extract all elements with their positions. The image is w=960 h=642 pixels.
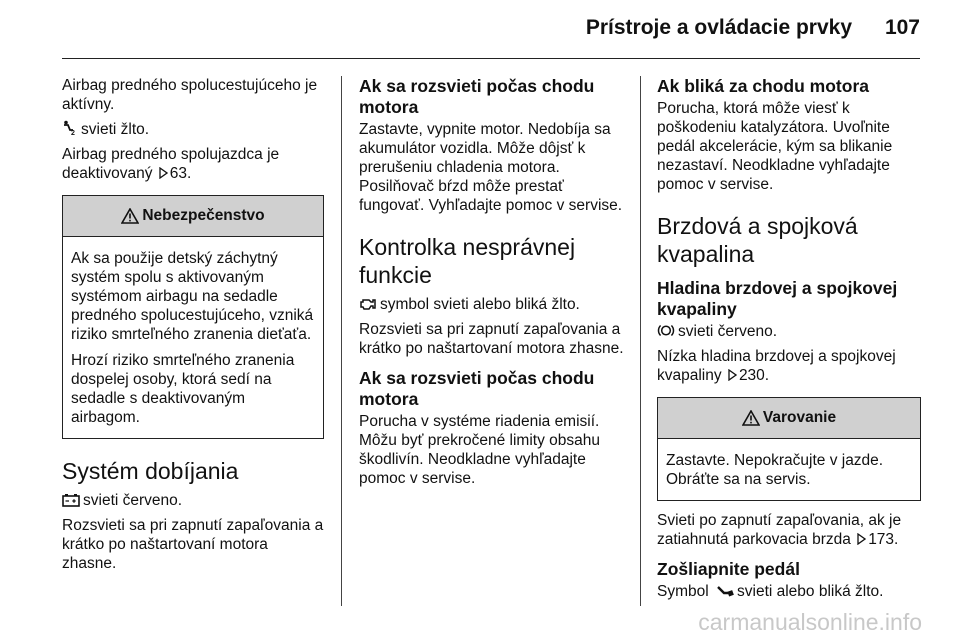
header-title: Prístroje a ovládacie prvky <box>585 16 852 39</box>
column-divider <box>341 76 342 606</box>
header-rule <box>62 58 920 59</box>
page-reference-icon <box>728 369 737 381</box>
column-3 <box>657 76 921 607</box>
paragraph: Airbag predného spolujazdca je deaktivovaný 63. <box>62 146 280 182</box>
paragraph: Rozsvieti sa pri zapnutí zapaľovania a krátko po naštartovaní motora zhasne. <box>62 517 324 572</box>
subsection-heading: Hladina brzdovej a spojkovej kvapaliny <box>657 278 898 319</box>
warning-box-title: Varovanie <box>762 409 837 426</box>
paragraph-text: svieti žlto. <box>81 121 150 138</box>
paragraph: Svieti po zapnutí zapaľovania, ak je zatiahnutá parkovacia brzda 173. <box>657 512 902 548</box>
paragraph: Nízka hladina brzdovej a spojkovej kvapaliny 230. <box>657 348 896 384</box>
danger-box-title: Nebezpečenstvo <box>142 207 265 224</box>
paragraph: Porucha, ktorá môže viesť k poškodeniu katalyzátora. Uvoľnite pedál akcelerácie, kým sa blikanie nezastaví. Neodkladne vyhľadajte pomoc v servise. <box>657 100 893 193</box>
section-heading: Systém dobíjania <box>62 458 239 484</box>
warning-box-body <box>658 439 920 500</box>
subsection-heading: Ak bliká za chodu motora <box>657 76 869 96</box>
danger-box <box>62 195 324 439</box>
paragraph: Ak sa použije detský záchytný systém spolu s aktivovaným systémom airbagu na sedadle predného spolucestujúceho, vzniká riziko smrteľného zranenia dieťaťa. <box>71 250 314 343</box>
paragraph: svieti červeno. <box>657 322 921 341</box>
paragraph: symbol svieti alebo bliká žlto. <box>359 295 625 314</box>
section-heading: Kontrolka nesprávnej funkcie <box>359 234 576 288</box>
page-header <box>0 0 960 52</box>
danger-box-body <box>63 237 323 438</box>
paragraph: svieti červeno. <box>62 491 324 510</box>
section-heading: Brzdová a spojková kvapalina <box>657 213 858 267</box>
subsection-heading: Ak sa rozsvieti počas chodu motora <box>359 76 595 117</box>
watermark: carmanualsonline.info <box>698 609 922 635</box>
warning-triangle-icon <box>121 208 139 224</box>
brake-fluid-icon <box>657 323 675 338</box>
column-2 <box>359 76 625 494</box>
subsection-heading: Ak sa rozsvieti počas chodu motora <box>359 368 595 409</box>
paragraph <box>62 120 324 139</box>
warning-box-header <box>658 398 920 439</box>
engine-check-icon <box>359 297 377 311</box>
clutch-pedal-icon <box>716 585 734 598</box>
paragraph: Hrozí riziko smrteľného zranenia dospelej osoby, ktorá sedí na sedadle s deaktivovaným airbagom. <box>71 352 295 426</box>
page-reference-icon <box>857 533 866 545</box>
airbag-off-icon <box>62 120 78 136</box>
paragraph: Zastavte, vypnite motor. Nedobíja sa akumulátor vozidla. Môže dôjsť k prerušeniu chladenia motora. Posilňovač bŕzd môže prestať fungovať. Vyhľadajte pomoc v servise. <box>359 121 623 214</box>
paragraph: Symbol svieti alebo bliká žlto. <box>657 583 884 600</box>
svg-text:2: 2 <box>71 130 75 136</box>
paragraph: Airbag predného spolucestujúceho je aktívny. <box>62 77 318 113</box>
warning-box <box>657 397 921 501</box>
page-reference-icon <box>159 167 168 179</box>
page-number: 107 <box>884 16 920 39</box>
column-divider <box>640 76 641 606</box>
paragraph: Zastavte. Nepokračujte v jazde. Obráťte sa na servis. <box>666 452 884 488</box>
warning-triangle-icon <box>742 410 760 426</box>
danger-box-header <box>63 196 323 237</box>
column-1 <box>62 76 324 579</box>
paragraph: Porucha v systéme riadenia emisií. Môžu byť prekročené limity obsahu škodlivín. Neodkladne vyhľadajte pomoc v servise. <box>359 413 601 487</box>
paragraph: Rozsvieti sa pri zapnutí zapaľovania a krátko po naštartovaní motora zhasne. <box>359 321 624 357</box>
subsection-heading: Zošliapnite pedál <box>657 559 800 579</box>
battery-icon <box>62 493 80 507</box>
